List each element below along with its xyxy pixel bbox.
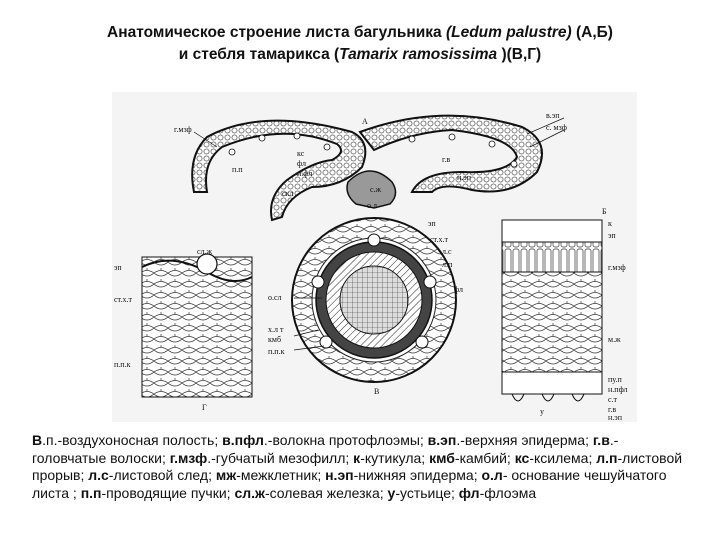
label-kmb: кмб	[268, 335, 282, 344]
label-k: к	[608, 219, 612, 228]
label-ep-3: эп	[608, 231, 616, 240]
label-s-mzf: с. мзф	[546, 123, 567, 132]
caption-term: о.л	[481, 467, 503, 483]
caption-term: г.мзф	[169, 449, 208, 466]
label-g-mzf-2: г.мзф	[608, 263, 626, 272]
caption-term: кс	[514, 449, 530, 466]
caption-term: В	[32, 432, 43, 448]
caption-term: н.эп	[325, 467, 354, 483]
caption-term: мж	[215, 467, 237, 483]
anatomy-figure	[112, 92, 637, 422]
label-pu-p: пу.п	[608, 375, 622, 384]
title-text: и стебля тамарикса (	[178, 46, 340, 63]
label-fl-2: фл	[454, 285, 463, 294]
label-p-p-k-2: п.п.к	[114, 360, 131, 369]
caption-term: л.п	[596, 449, 618, 466]
label-p-p: п.п	[232, 165, 243, 174]
label-fl: фл	[297, 159, 306, 168]
caption-definition: .п.-воздухоносная полость;	[42, 432, 223, 448]
caption-definition: -нижняя эпидерма;	[353, 467, 482, 483]
label-l-s: л.с	[442, 247, 452, 256]
label-n-ep-2: н.эп	[608, 413, 622, 422]
label-G: Г	[202, 403, 207, 412]
caption-term: у	[387, 484, 396, 501]
caption-definition: -солевая железка;	[264, 484, 388, 501]
label-sl-zh: сл.ж	[197, 247, 213, 256]
label-p-p-k: п.п.к	[268, 347, 285, 356]
caption-definition: -межклетник;	[236, 467, 326, 483]
caption-term: п.п	[80, 484, 102, 501]
label-g-v: г.в	[442, 155, 451, 164]
label-st-h-t: ст.х.т	[430, 235, 448, 244]
caption-definition: -камбий;	[454, 449, 515, 466]
caption-term: кмб	[429, 449, 455, 466]
label-m-zh: м.ж	[608, 335, 621, 344]
caption-definition: - основание чешуйчатого листа ;	[32, 467, 667, 501]
label-x-l-t: х.л т	[268, 325, 284, 334]
caption-definition: -флоэма	[479, 484, 537, 501]
caption-definition: -ксилема;	[529, 449, 597, 466]
label-o-l: о.л	[367, 201, 377, 210]
title-latin-tamarix: Tamarix ramosissima	[339, 46, 498, 63]
label-ks: кс	[297, 149, 305, 158]
caption-definition: .-губчатый мезофилл;	[207, 449, 354, 466]
label-skl: скл	[282, 189, 294, 198]
label-s-t: с.т	[608, 395, 618, 404]
caption-term: л.с	[88, 467, 109, 483]
label-u: у	[540, 407, 544, 416]
label-l-p: л.п	[442, 260, 453, 269]
label-V: В	[374, 387, 380, 396]
caption-definition: -устьице;	[395, 484, 459, 501]
title-line-2	[0, 44, 720, 66]
title-line-1	[0, 22, 720, 44]
title-text: )(В,Г)	[497, 46, 542, 63]
caption-definition: -кутикула;	[360, 449, 430, 466]
label-g-mzf: г.мзф	[174, 125, 192, 134]
label-v-ep: в.эп	[546, 111, 560, 120]
caption-definition: .-верхняя эпидерма;	[456, 432, 593, 448]
caption-term: в.эп	[427, 432, 457, 448]
label-s-zh: с.ж	[370, 185, 382, 194]
caption-definition: .- головчатые волоски;	[32, 432, 619, 466]
anatomy-drawing	[112, 92, 637, 422]
caption-definition: -проводящие пучки;	[101, 484, 235, 501]
caption-term: в.пфл	[222, 432, 264, 448]
label-p-fl: п.фл	[297, 169, 313, 178]
title-text: (А,Б)	[571, 24, 613, 41]
caption-definition: -листовой след;	[108, 467, 216, 483]
label-ep-2: эп	[114, 263, 122, 272]
label-o-sl: о.сл	[268, 293, 282, 302]
caption-term: к	[353, 449, 361, 466]
caption	[32, 432, 692, 502]
label-A: А	[362, 117, 368, 126]
page-title	[0, 22, 720, 66]
caption-definition: .-волокна протофлоэмы;	[263, 432, 428, 448]
title-latin-ledum: (Ledum palustre)	[445, 24, 572, 41]
caption-term: фл	[458, 484, 480, 501]
label-st-h-t-2: ст.х.т	[114, 295, 132, 304]
title-text: Анатомическое строение листа багульника	[107, 24, 446, 41]
label-g-v-2: г.в	[608, 405, 617, 414]
label-B: Б	[602, 207, 607, 216]
label-ep: эп	[428, 219, 436, 228]
label-n-ep: н.эп	[457, 173, 471, 182]
caption-term: г.в	[592, 432, 610, 448]
label-n-pfl: н.пфл	[608, 385, 628, 394]
caption-definition: -листовой прорыв;	[32, 449, 683, 483]
caption-term: сл.ж	[234, 484, 265, 501]
